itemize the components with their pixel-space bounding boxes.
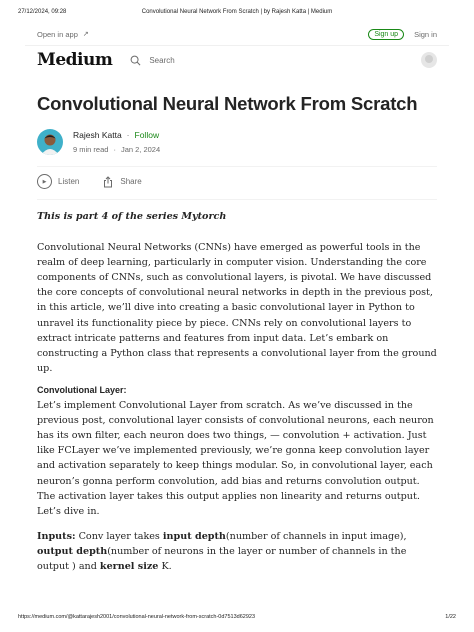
print-page-title: Convolutional Neural Network From Scratch | by Rajesh Katta | Medium bbox=[141, 9, 333, 15]
share-icon bbox=[101, 175, 114, 188]
article-meta bbox=[73, 145, 160, 154]
search-box[interactable] bbox=[130, 55, 174, 66]
print-url: https://medium.com/@kattarajesh2001/convolutional-neural-network-from-scratch-0d7513d62923 bbox=[18, 614, 256, 620]
share-label: Share bbox=[120, 177, 142, 186]
header-divider bbox=[25, 45, 449, 46]
share-button[interactable] bbox=[101, 175, 141, 188]
inputs-text-2: (number of channels in input image), bbox=[225, 530, 407, 542]
follow-button[interactable]: Follow bbox=[134, 130, 160, 140]
conv-layer-paragraph: Let’s implement Convolutional Layer from scratch. As we’ve discussed in the previous post, convolutional layer consists of convolutional neurons, each neuron has its own filter, each neuron does two things, — convolution + activation. Just like FCLayer we’ve implemented previously, we’re gonna keep convolution layer and activation separately to keep things modular. So, in convolutional layer, each neuron’s gonna perform convolution, add bias and returns convolution output. The activation layer takes this output applies non linearity and returns output. Let’s dive in. bbox=[37, 400, 434, 517]
article-actions bbox=[37, 174, 142, 189]
sign-up-button[interactable]: Sign up bbox=[368, 29, 404, 40]
listen-button[interactable] bbox=[37, 174, 79, 189]
medium-logo[interactable]: Medium bbox=[37, 50, 113, 70]
search-icon bbox=[130, 55, 141, 66]
inputs-text-1: Conv layer takes bbox=[75, 530, 163, 542]
inputs-label: Inputs: bbox=[37, 530, 76, 542]
search-placeholder: Search bbox=[149, 55, 175, 65]
play-icon: ▶ bbox=[37, 174, 52, 189]
user-avatar[interactable] bbox=[421, 52, 437, 68]
inputs-text-4: K. bbox=[158, 560, 172, 572]
actions-divider-bottom bbox=[37, 199, 437, 200]
inputs-text-3: (number of neurons in the layer or number of channels in the output ) and bbox=[37, 545, 407, 572]
print-header bbox=[18, 9, 456, 15]
open-in-app-label: Open in app bbox=[37, 29, 78, 39]
section-heading: Convolutional Layer: bbox=[37, 384, 127, 395]
sign-in-link[interactable]: Sign in bbox=[414, 29, 437, 39]
output-depth-term: output depth bbox=[37, 545, 108, 557]
intro-paragraph: Convolutional Neural Networks (CNNs) have emerged as powerful tools in the realm of deep learning, particularly in computer vision. Understanding the core components of CNNs, such as convolutional layers, is pivotal. We have discussed the core concepts of convolutional neural networks in depth in the previous post, in this article, we’ll dive into creating a basic convolutional layer in Python to unravel its functionality piece by piece. CNNs rely on convolutional layers to extract intricate patterns and features from input data. Let’s embark on constructing a Python class that represents a convolutional layer from the ground up. bbox=[37, 242, 437, 374]
auth-links bbox=[368, 29, 437, 40]
publish-date: Jan 2, 2024 bbox=[120, 145, 161, 154]
navbar bbox=[37, 49, 437, 71]
open-in-app-link[interactable] bbox=[37, 30, 89, 39]
inputs-paragraph bbox=[37, 529, 439, 574]
series-note: This is part 4 of the series Mytorch bbox=[37, 211, 227, 222]
article-title: Convolutional Neural Network From Scratch bbox=[37, 93, 418, 114]
separator-dot: · bbox=[113, 145, 116, 154]
top-bar bbox=[37, 27, 437, 41]
author-block bbox=[37, 129, 160, 155]
author-name[interactable]: Rajesh Katta bbox=[73, 130, 122, 140]
print-page-number: 1/22 bbox=[445, 614, 456, 620]
kernel-size-term: kernel size bbox=[99, 560, 159, 572]
actions-divider-top bbox=[37, 166, 437, 167]
read-time: 9 min read bbox=[73, 145, 109, 154]
separator-dot: · bbox=[126, 130, 130, 140]
author-avatar[interactable] bbox=[37, 129, 63, 155]
input-depth-term: input depth bbox=[162, 530, 226, 542]
print-footer bbox=[18, 614, 456, 620]
listen-label: Listen bbox=[58, 177, 80, 186]
print-datetime: 27/12/2024, 09:28 bbox=[18, 9, 67, 15]
arrow-up-right-icon: ↗ bbox=[82, 31, 89, 38]
article-body bbox=[37, 209, 439, 574]
